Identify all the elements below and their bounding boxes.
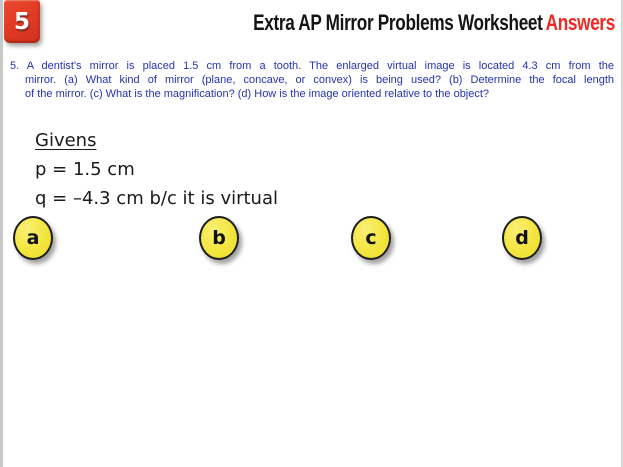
title-main-text: Extra AP Mirror Problems Worksheet bbox=[253, 10, 543, 35]
problem-line-1: 5. A dentist's mirror is placed 1.5 cm from a tooth. The enlarged virtual image is located 4.3 cm from the bbox=[10, 60, 614, 72]
problem-line-3: of the mirror. (c) What is the magnification? (d) How is the image oriented relative to the object? bbox=[25, 88, 490, 100]
answer-button-c[interactable]: c bbox=[351, 216, 391, 260]
left-edge-border bbox=[0, 0, 3, 467]
title-answers-text: Answers bbox=[545, 10, 615, 35]
problem-line-2: mirror. (a) What kind of mirror (plane, concave, or convex) is being used? (b) Determine the focal length bbox=[25, 74, 614, 86]
answer-button-a[interactable]: a bbox=[13, 216, 53, 260]
page-title bbox=[253, 10, 615, 36]
answer-button-d[interactable]: d bbox=[502, 216, 542, 260]
slide-number: 5 bbox=[13, 8, 30, 35]
givens-section bbox=[35, 126, 278, 213]
answer-button-b[interactable]: b bbox=[199, 216, 239, 260]
given-image-distance: q = –4.3 cm b/c it is virtual bbox=[35, 188, 278, 209]
given-object-distance: p = 1.5 cm bbox=[35, 159, 135, 180]
problem-statement bbox=[10, 59, 614, 101]
slide-number-badge bbox=[4, 0, 40, 43]
givens-heading: Givens bbox=[35, 130, 97, 151]
